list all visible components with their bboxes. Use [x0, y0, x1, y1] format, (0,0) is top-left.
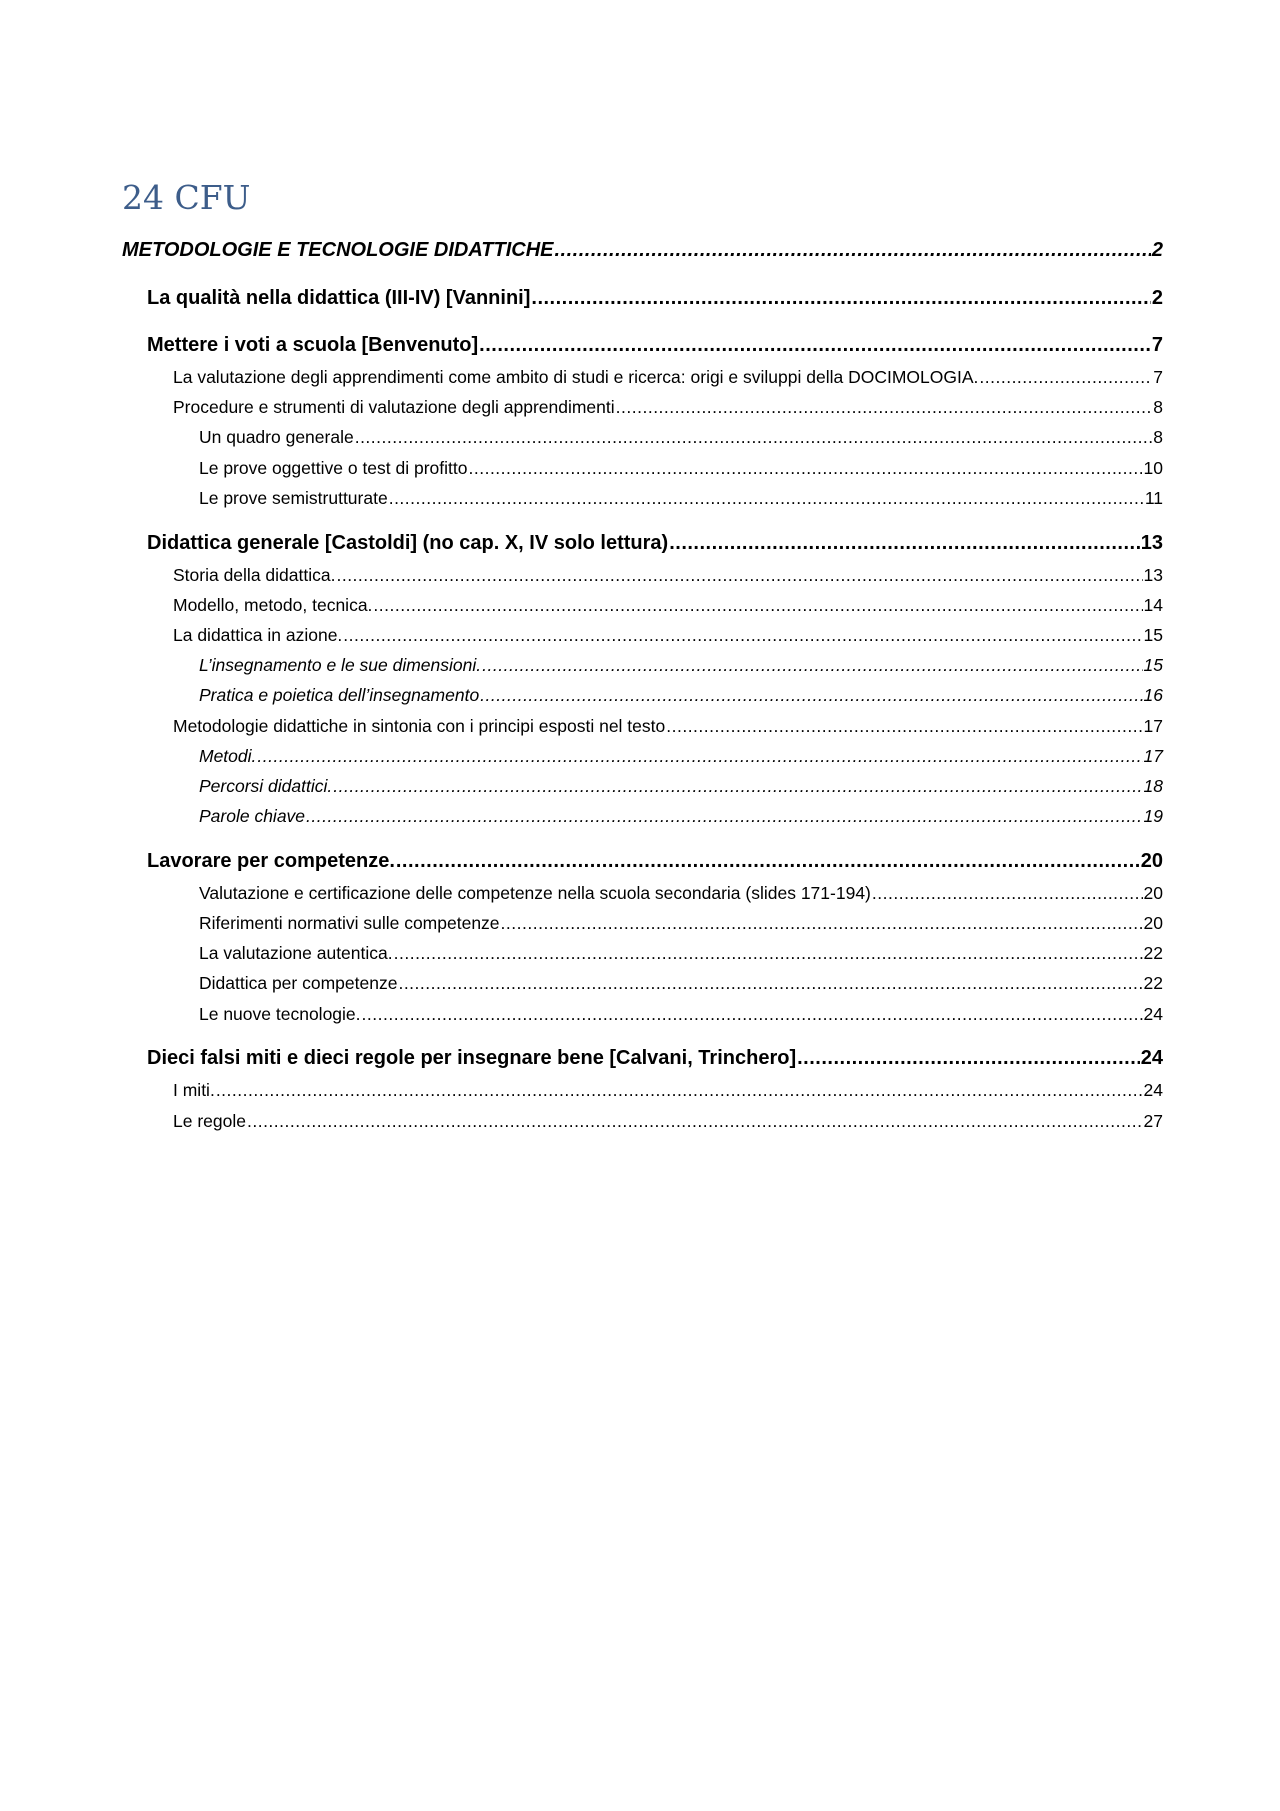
toc-dot-leader: [979, 364, 1152, 390]
toc-dot-leader: [247, 1108, 1143, 1134]
toc-entry-storia-didattica[interactable]: [173, 562, 1163, 588]
toc-page-number: 16: [1143, 685, 1163, 705]
toc-page-number: 7: [1153, 367, 1163, 387]
toc-page-number: 17: [1143, 746, 1163, 766]
toc-entry-label: La valutazione degli apprendimenti come ambito di studi e ricerca: origi e sviluppi della DOCIMOLOGIA.: [173, 367, 979, 387]
toc-entry-label: Procedure e strumenti di valutazione degli apprendimenti: [173, 397, 615, 417]
toc-entry-lavorare-competenze[interactable]: [147, 846, 1163, 876]
toc-page-number: 13: [1143, 565, 1163, 585]
toc-page-number: 7: [1151, 334, 1163, 356]
toc-dot-leader: [355, 424, 1153, 450]
toc-dot-leader: [531, 283, 1150, 313]
toc-page-number: 24: [1143, 1080, 1163, 1100]
toc-page-number: 24: [1143, 1004, 1163, 1024]
toc-entry-procedure-strumenti[interactable]: [173, 394, 1163, 420]
toc-entry-label: Le regole: [173, 1111, 246, 1131]
toc-dot-leader: [373, 592, 1142, 618]
toc-page-number: 15: [1143, 655, 1163, 675]
toc-entry-label: Le prove semistrutturate: [199, 488, 388, 508]
toc-dot-leader: [306, 803, 1142, 829]
toc-page-number: 24: [1140, 1047, 1163, 1069]
toc-page-number: 22: [1143, 943, 1163, 963]
toc-entry-label: Un quadro generale: [199, 427, 354, 447]
toc-entry-didattica-competenze[interactable]: [199, 970, 1163, 996]
toc-dot-leader: [389, 485, 1144, 511]
toc-entry-label: Didattica generale [Castoldi] (no cap. X, IV solo lettura): [147, 532, 669, 554]
toc-dot-leader: [362, 1001, 1143, 1027]
toc-page-number: 2: [1151, 287, 1163, 309]
toc-entry-modello-metodo[interactable]: [173, 592, 1163, 618]
toc-page-number: 18: [1143, 776, 1163, 796]
toc-page-number: 22: [1143, 973, 1163, 993]
toc-dot-leader: [797, 1043, 1140, 1073]
toc-entry-prove-oggettive[interactable]: [199, 455, 1163, 481]
toc-dot-leader: [398, 970, 1142, 996]
toc-entry-valutazione-autentica[interactable]: [199, 940, 1163, 966]
toc-dot-leader: [343, 622, 1142, 648]
toc-page-number: 15: [1143, 625, 1163, 645]
toc-dot-leader: [336, 562, 1142, 588]
toc-entry-label: La didattica in azione.: [173, 625, 343, 645]
toc-dot-leader: [480, 682, 1142, 708]
toc-entry-label: La valutazione autentica.: [199, 943, 393, 963]
toc-dot-leader: [394, 940, 1143, 966]
toc-page-number: 14: [1143, 595, 1163, 615]
toc-entry-regole[interactable]: [173, 1108, 1163, 1134]
toc-entry-label: La qualità nella didattica (III-IV) [Vannini]: [147, 287, 531, 309]
toc-dot-leader: [666, 713, 1142, 739]
toc-entry-label: Modello, metodo, tecnica.: [173, 595, 373, 615]
toc-entry-label: Lavorare per competenze.: [147, 850, 395, 872]
toc-entry-didattica-azione[interactable]: [173, 622, 1163, 648]
toc-page-number: 10: [1143, 458, 1163, 478]
toc-entry-nuove-tecnologie[interactable]: [199, 1001, 1163, 1027]
toc-entry-prove-semistrutturate[interactable]: [199, 485, 1163, 511]
toc-page-number: 17: [1143, 716, 1163, 736]
toc-entry-riferimenti-normativi[interactable]: [199, 910, 1163, 936]
toc-page-number: 20: [1140, 850, 1163, 872]
toc-entry-label: I miti.: [173, 1080, 215, 1100]
toc-entry-pratica-poietica[interactable]: [199, 682, 1163, 708]
toc-page-number: 19: [1143, 806, 1163, 826]
toc-page-number: 8: [1153, 427, 1163, 447]
toc-dot-leader: [257, 743, 1142, 769]
toc-page-number: 8: [1153, 397, 1163, 417]
toc-entry-label: L’insegnamento e le sue dimensioni.: [199, 655, 482, 675]
toc-dot-leader: [479, 330, 1151, 360]
toc-entry-valutazione-docimologia[interactable]: [173, 364, 1163, 390]
toc-entry-label: Dieci falsi miti e dieci regole per insegnare bene [Calvani, Trinchero]: [147, 1047, 797, 1069]
toc-entry-label: Parole chiave: [199, 806, 306, 826]
toc-entry-valutazione-certificazione[interactable]: [199, 880, 1163, 906]
toc-entry-label: Percorsi didattici.: [199, 776, 333, 796]
toc-entry-label: Riferimenti normativi sulle competenze: [199, 913, 500, 933]
toc-dot-leader: [872, 880, 1143, 906]
toc-entry-insegnamento-dimensioni[interactable]: [199, 652, 1163, 678]
toc-page-number: 20: [1143, 913, 1163, 933]
toc-page-number: 27: [1143, 1111, 1163, 1131]
toc-entry-label: Le prove oggettive o test di profitto: [199, 458, 468, 478]
toc-dot-leader: [555, 235, 1151, 265]
toc-entry-mettere-voti[interactable]: [147, 330, 1163, 360]
toc-page-number: 20: [1143, 883, 1163, 903]
toc-entry-miti[interactable]: [173, 1077, 1163, 1103]
toc-entry-parole-chiave[interactable]: [199, 803, 1163, 829]
toc-dot-leader: [333, 773, 1142, 799]
toc-entry-label: Valutazione e certificazione delle competenze nella scuola secondaria (slides 171-194): [199, 883, 871, 903]
toc-entry-metodologie[interactable]: [122, 235, 1163, 265]
toc-dot-leader: [616, 394, 1153, 420]
toc-dot-leader: [669, 528, 1140, 558]
toc-entry-label: Le nuove tecnologie.: [199, 1004, 361, 1024]
toc-entry-label: Didattica per competenze: [199, 973, 398, 993]
toc-entry-label: Storia della didattica.: [173, 565, 336, 585]
toc-entry-quadro-generale[interactable]: [199, 424, 1163, 450]
toc-entry-label: METODOLOGIE E TECNOLOGIE DIDATTICHE: [122, 239, 554, 261]
toc-entry-qualita-didattica[interactable]: [147, 283, 1163, 313]
toc-dot-leader: [396, 846, 1140, 876]
toc-dot-leader: [216, 1077, 1143, 1103]
toc-entry-label: Mettere i voti a scuola [Benvenuto]: [147, 334, 479, 356]
toc-entry-percorsi-didattici[interactable]: [199, 773, 1163, 799]
toc-entry-metodologie-sintonia[interactable]: [173, 713, 1163, 739]
toc-dot-leader: [501, 910, 1143, 936]
toc-page-number: 11: [1144, 488, 1163, 508]
toc-dot-leader: [469, 455, 1143, 481]
toc-entry-metodi[interactable]: [199, 743, 1163, 769]
toc-page-number: 13: [1140, 532, 1163, 554]
toc-page-number: 2: [1151, 239, 1163, 261]
toc-entry-didattica-generale[interactable]: [147, 528, 1163, 558]
toc-entry-label: Metodologie didattiche in sintonia con i principi esposti nel testo: [173, 716, 666, 736]
toc-entry-label: Metodi.: [199, 746, 257, 766]
toc-entry-label: Pratica e poietica dell’insegnamento: [199, 685, 480, 705]
toc-entry-dieci-falsi-miti[interactable]: [147, 1043, 1163, 1073]
document-title: 24 CFU: [122, 178, 251, 217]
toc-dot-leader: [482, 652, 1142, 678]
